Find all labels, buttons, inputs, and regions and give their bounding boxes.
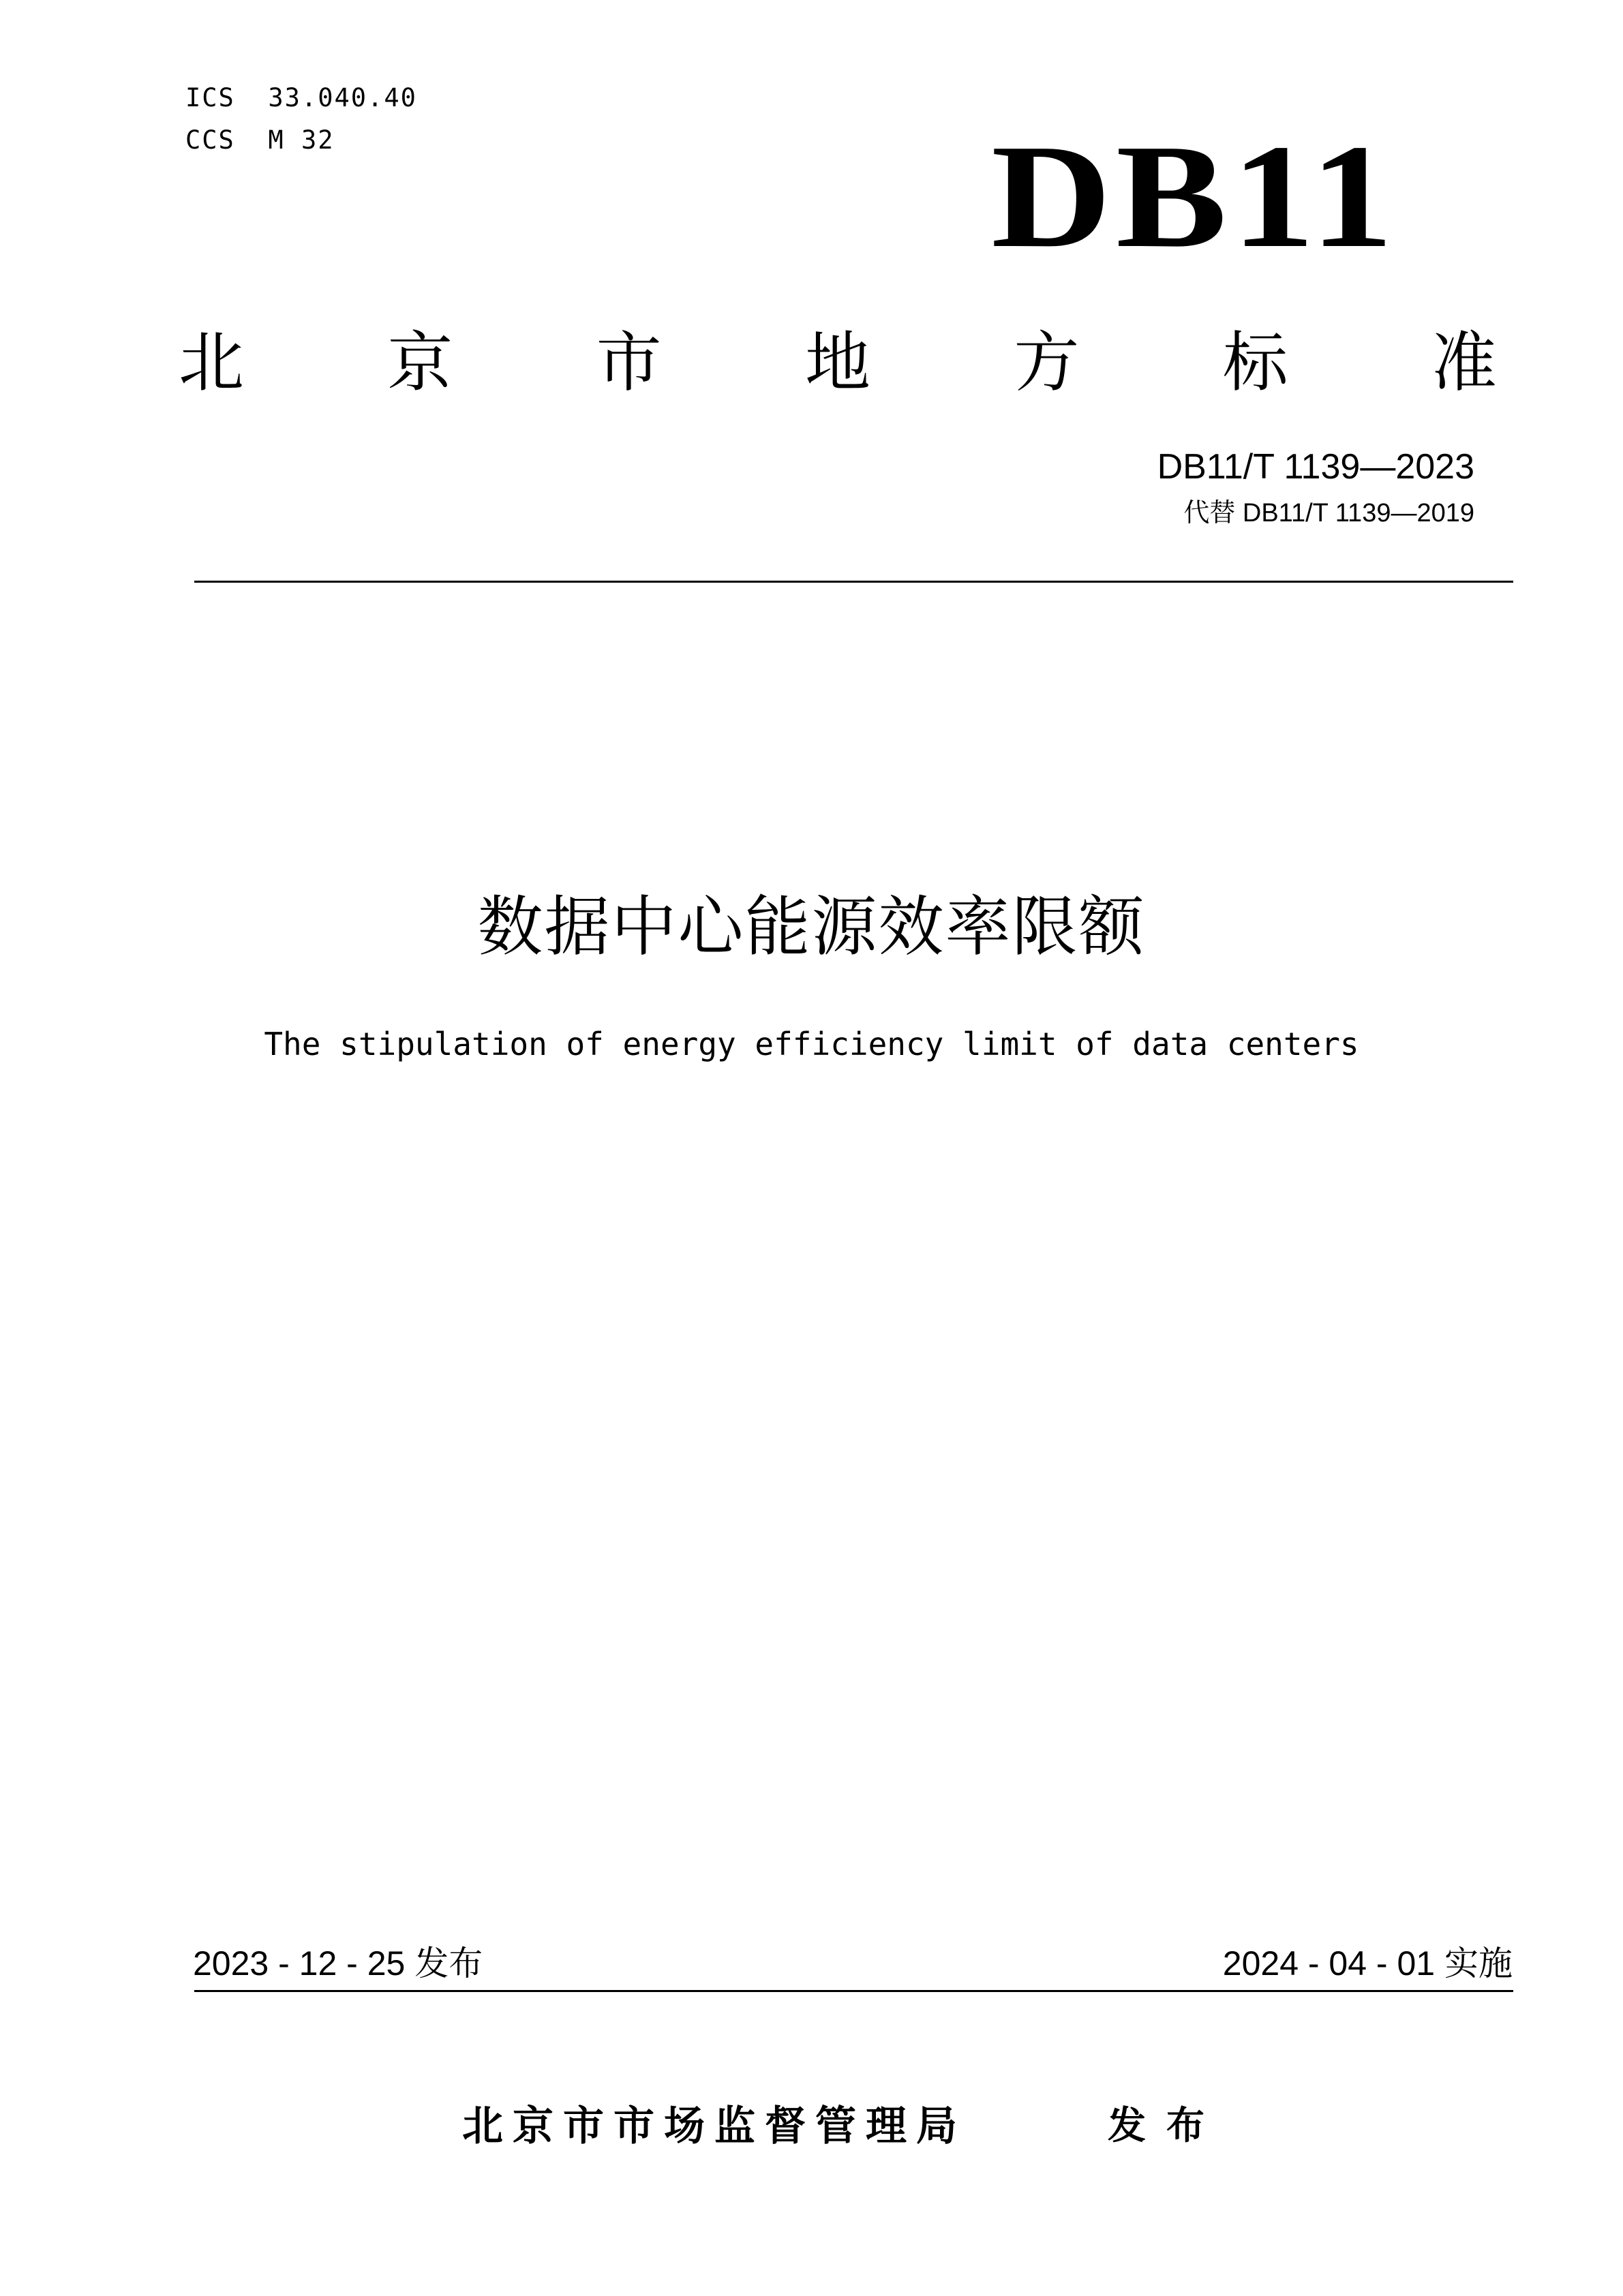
issue-date-value: 2023 - 12 - 25 — [193, 1944, 406, 1983]
standard-type-char: 地 — [804, 324, 870, 401]
ccs-row — [185, 119, 417, 162]
db11-logo: DB11 — [991, 114, 1398, 279]
standard-type-heading — [179, 315, 1497, 410]
ccs-label: CCS — [185, 125, 235, 155]
issue-date-label: 发布 — [414, 1944, 483, 1983]
publish-label: 发布 — [1108, 2104, 1225, 2148]
implementation-date-value: 2024 - 04 - 01 — [1222, 1944, 1436, 1983]
ccs-value: M 32 — [268, 125, 335, 155]
standard-type-char: 准 — [1431, 324, 1497, 401]
ics-label: ICS — [185, 83, 235, 112]
classification-codes — [185, 77, 417, 162]
replaces-standard: 代替 DB11/T 1139—2019 — [1183, 499, 1474, 527]
standard-type-char: 北 — [179, 324, 244, 401]
document-title-chinese: 数据中心能源效率限额 — [477, 889, 1146, 965]
standard-type-char: 市 — [596, 324, 662, 401]
standard-number: DB11/T 1139—2023 — [1157, 447, 1474, 487]
ics-row — [185, 77, 417, 119]
issue-date — [193, 1940, 483, 1987]
standard-type-char: 京 — [387, 324, 453, 401]
standard-type-char: 方 — [1014, 324, 1080, 401]
document-title-english: The stipulation of energy efficiency limit of data centers — [264, 1026, 1359, 1062]
top-divider — [194, 581, 1513, 583]
implementation-date — [1223, 1940, 1513, 1987]
bottom-divider — [194, 1990, 1513, 1992]
standard-type-char: 标 — [1222, 324, 1288, 401]
ics-value: 33.040.40 — [268, 83, 417, 112]
publisher-name: 北京市市场监督管理局 — [462, 2102, 967, 2150]
implementation-date-label: 实施 — [1444, 1944, 1513, 1983]
